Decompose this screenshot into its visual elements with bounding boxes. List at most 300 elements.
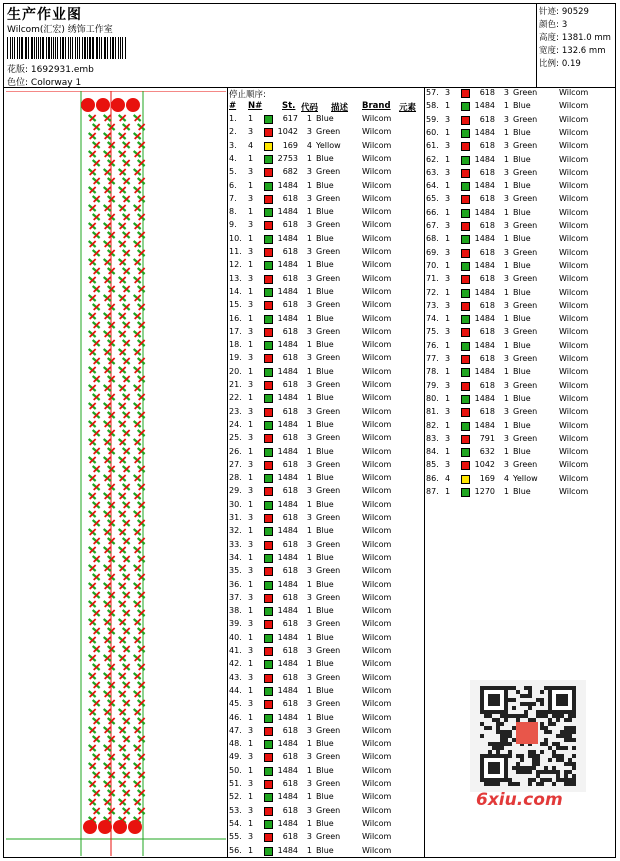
color-swatch xyxy=(461,302,470,311)
color-description: Green xyxy=(316,127,341,137)
qr-module xyxy=(572,714,576,718)
color-swatch xyxy=(461,169,470,178)
stop-number: 68. xyxy=(426,234,439,244)
thread-brand: Wilcom xyxy=(362,433,392,443)
needle-number: 4 xyxy=(248,140,254,150)
color-description: Green xyxy=(513,194,538,204)
color-swatch xyxy=(461,275,470,284)
qr-module xyxy=(552,754,556,758)
color-description: Blue xyxy=(316,313,334,323)
color-swatch xyxy=(264,847,273,856)
stop-number: 5. xyxy=(229,167,237,177)
stitch-pattern xyxy=(81,98,145,834)
stitch-count: 1484 xyxy=(277,180,298,190)
color-description: Blue xyxy=(513,487,531,496)
color-description: Green xyxy=(513,274,538,284)
qr-module xyxy=(528,778,532,782)
stop-number: 41. xyxy=(229,646,242,655)
stop-number: 50. xyxy=(229,765,242,775)
qr-module xyxy=(528,690,532,694)
stitch-count: 618 xyxy=(282,247,298,256)
stitch-count: 1484 xyxy=(277,632,298,642)
qr-module xyxy=(520,714,524,718)
qr-module xyxy=(512,738,516,742)
needle-number: 1 xyxy=(248,286,254,296)
stop-number: 49. xyxy=(229,752,242,762)
stitch-count: 618 xyxy=(282,380,298,389)
color-swatch xyxy=(264,607,273,616)
needle-number: 3 xyxy=(248,539,254,549)
table-caption: 停止顺序: xyxy=(229,90,266,100)
thread-brand: Wilcom xyxy=(559,473,589,483)
qr-module xyxy=(516,782,520,786)
needle-number: 1 xyxy=(445,447,451,457)
qr-module xyxy=(488,742,492,746)
motif-circle xyxy=(128,820,142,834)
stop-number: 20. xyxy=(229,366,242,376)
needle-number: 1 xyxy=(248,233,254,243)
motif-circle xyxy=(126,98,140,112)
needle-number: 1 xyxy=(248,739,254,749)
stitch-count: 618 xyxy=(282,779,298,788)
qr-module xyxy=(512,706,516,710)
barcode-bar xyxy=(14,37,15,59)
thread-brand: Wilcom xyxy=(362,114,392,123)
needle-number: 1 xyxy=(248,153,254,163)
color-description: Blue xyxy=(316,473,334,483)
qr-module xyxy=(508,686,512,690)
stitch-count: 618 xyxy=(282,646,298,655)
color-swatch xyxy=(264,381,273,390)
needle-number: 1 xyxy=(248,632,254,642)
color-description: Blue xyxy=(513,260,531,270)
stop-number: 56. xyxy=(229,845,242,855)
needle-number: 3 xyxy=(248,725,254,735)
qr-module xyxy=(504,730,508,734)
qr-module xyxy=(496,730,500,734)
color-swatch xyxy=(264,315,273,324)
color-description: Blue xyxy=(316,233,334,243)
color-description: Blue xyxy=(316,606,334,616)
barcode-bar xyxy=(115,37,116,59)
qr-module xyxy=(520,694,524,698)
color-code: 1 xyxy=(306,579,312,589)
color-description: Blue xyxy=(316,393,334,403)
stitch-count: 1484 xyxy=(277,313,298,323)
color-description: Blue xyxy=(513,154,531,164)
thread-brand: Wilcom xyxy=(362,659,392,669)
stop-number: 35. xyxy=(229,566,242,576)
barcode-bar xyxy=(92,37,93,59)
color-description: Green xyxy=(513,407,538,417)
color-swatch xyxy=(264,820,273,829)
color-description: Blue xyxy=(513,367,531,377)
color-code: 1 xyxy=(306,739,312,749)
color-swatch xyxy=(264,474,273,483)
qr-module xyxy=(496,742,500,746)
color-description: Blue xyxy=(316,526,334,536)
qr-module xyxy=(516,718,520,722)
color-swatch xyxy=(264,142,273,151)
stitch-count: 617 xyxy=(282,114,298,123)
color-description: Blue xyxy=(316,579,334,589)
qr-module xyxy=(552,766,556,770)
color-description: Green xyxy=(316,699,341,709)
thread-brand: Wilcom xyxy=(362,672,392,682)
thread-brand: Wilcom xyxy=(559,141,589,151)
qr-module xyxy=(552,782,556,786)
qr-module xyxy=(528,766,532,770)
barcode-bar xyxy=(72,37,73,59)
color-code: 3 xyxy=(503,247,509,257)
barcode-bar xyxy=(118,37,119,59)
color-description: Green xyxy=(316,619,341,629)
qr-module xyxy=(540,726,544,730)
thread-brand: Wilcom xyxy=(559,433,589,443)
needle-number: 3 xyxy=(445,247,451,257)
stitch-count: 169 xyxy=(479,473,495,483)
needle-number: 3 xyxy=(248,566,254,576)
thread-brand: Wilcom xyxy=(362,685,392,695)
stop-number: 17. xyxy=(229,326,242,336)
stitch-count: 618 xyxy=(282,513,298,522)
color-description: Blue xyxy=(513,314,531,324)
barcode-bar xyxy=(38,37,39,59)
color-swatch xyxy=(461,448,470,457)
stop-number: 15. xyxy=(229,300,242,310)
thread-brand: Wilcom xyxy=(559,221,589,230)
qr-module xyxy=(524,770,528,774)
color-code: 3 xyxy=(306,805,312,815)
qr-module xyxy=(540,722,544,726)
barcode-bar xyxy=(60,37,61,59)
stop-number: 45. xyxy=(229,699,242,709)
stop-number: 29. xyxy=(229,486,242,496)
stop-number: 86. xyxy=(426,473,439,483)
color-description: Green xyxy=(316,566,341,576)
needle-number: 1 xyxy=(445,181,451,191)
qr-module xyxy=(508,742,512,746)
color-swatch xyxy=(264,753,273,762)
motif-circle xyxy=(83,820,97,834)
barcode-bar xyxy=(28,37,29,59)
qr-module xyxy=(540,782,544,786)
color-description: Green xyxy=(513,380,538,390)
color-description: Blue xyxy=(316,552,334,562)
color-description: Blue xyxy=(513,234,531,244)
stop-number: 53. xyxy=(229,805,242,815)
color-description: Green xyxy=(316,459,341,469)
stitch-count: 1270 xyxy=(474,487,495,496)
stop-number: 8. xyxy=(229,207,237,217)
thread-brand: Wilcom xyxy=(362,180,392,190)
needle-number: 1 xyxy=(248,313,254,323)
barcode-bar xyxy=(75,37,76,59)
color-code: 1 xyxy=(503,207,509,217)
table-column-divider xyxy=(424,87,425,858)
qr-module xyxy=(560,778,564,782)
column-header-brand: Brand xyxy=(362,101,391,111)
needle-number: 1 xyxy=(248,340,254,350)
color-code: 1 xyxy=(306,632,312,642)
color-swatch xyxy=(461,435,470,444)
color-code: 1 xyxy=(306,792,312,802)
color-code: 3 xyxy=(306,300,312,310)
qr-module xyxy=(556,742,560,746)
qr-module xyxy=(560,734,564,738)
needle-number: 1 xyxy=(248,685,254,695)
stitch-count: 1484 xyxy=(474,234,495,244)
stop-number: 57. xyxy=(426,88,439,97)
needle-number: 1 xyxy=(248,114,254,123)
qr-module xyxy=(544,778,548,782)
stitch-count: 682 xyxy=(282,167,298,177)
color-description: Blue xyxy=(316,366,334,376)
qr-module xyxy=(568,714,572,718)
color-code: 1 xyxy=(503,314,509,324)
stat-value: 90529 xyxy=(561,7,589,17)
stitch-count: 618 xyxy=(282,433,298,443)
color-code: 3 xyxy=(306,247,312,256)
color-swatch xyxy=(461,368,470,377)
thread-brand: Wilcom xyxy=(559,154,589,164)
qr-module xyxy=(504,734,508,738)
color-description: Green xyxy=(316,193,341,203)
stitch-count: 618 xyxy=(282,193,298,203)
qr-module xyxy=(488,782,492,786)
needle-number: 3 xyxy=(445,407,451,417)
color-description: Green xyxy=(316,805,341,815)
qr-module xyxy=(556,754,560,758)
stitch-count: 618 xyxy=(282,539,298,549)
thread-brand: Wilcom xyxy=(559,314,589,324)
qr-finder xyxy=(488,762,500,774)
color-description: Blue xyxy=(513,420,531,430)
color-code: 1 xyxy=(503,420,509,430)
color-description: Green xyxy=(513,141,538,151)
barcode-bar xyxy=(93,37,94,59)
barcode-bar xyxy=(26,37,27,59)
color-swatch xyxy=(264,368,273,377)
stop-number: 9. xyxy=(229,220,237,230)
qr-module xyxy=(568,718,572,722)
qr-module xyxy=(548,758,552,762)
thread-brand: Wilcom xyxy=(362,539,392,549)
color-swatch xyxy=(264,527,273,536)
barcode-bar xyxy=(77,37,78,59)
color-description: Green xyxy=(316,326,341,336)
stop-number: 66. xyxy=(426,207,439,217)
stitch-count: 1484 xyxy=(277,207,298,217)
stop-number: 7. xyxy=(229,193,237,203)
thread-brand: Wilcom xyxy=(362,340,392,350)
color-description: Blue xyxy=(513,127,531,137)
thread-brand: Wilcom xyxy=(559,234,589,244)
stitch-count: 618 xyxy=(479,300,495,310)
barcode-bar xyxy=(31,37,32,59)
color-description: Blue xyxy=(316,153,334,163)
qr-module xyxy=(496,750,500,754)
stitch-count: 1484 xyxy=(277,659,298,669)
qr-module xyxy=(544,730,548,734)
thread-brand: Wilcom xyxy=(362,406,392,416)
stat-label: 比例: xyxy=(539,59,559,69)
color-code: 1 xyxy=(306,712,312,722)
color-description: Green xyxy=(513,300,538,310)
stop-number: 46. xyxy=(229,712,242,722)
stitch-count: 1484 xyxy=(277,685,298,695)
qr-module xyxy=(520,702,524,706)
column-header-needle: N# xyxy=(248,101,263,111)
color-swatch xyxy=(264,541,273,550)
stitch-count: 618 xyxy=(282,672,298,682)
thread-brand: Wilcom xyxy=(362,739,392,749)
color-swatch xyxy=(461,422,470,431)
stat-label: 颜色: xyxy=(539,20,559,30)
needle-number: 3 xyxy=(248,832,254,842)
color-description: Blue xyxy=(316,340,334,350)
thread-brand: Wilcom xyxy=(559,447,589,457)
color-description: Blue xyxy=(513,447,531,457)
needle-number: 3 xyxy=(248,300,254,310)
thread-brand: Wilcom xyxy=(362,193,392,203)
color-code: 1 xyxy=(306,552,312,562)
stitch-count: 618 xyxy=(282,326,298,336)
color-description: Blue xyxy=(316,739,334,749)
color-swatch xyxy=(461,315,470,324)
color-code: 4 xyxy=(503,473,509,483)
qr-module xyxy=(548,770,552,774)
color-swatch xyxy=(461,156,470,165)
column-header-element: 元素 xyxy=(399,103,417,113)
needle-number: 3 xyxy=(248,619,254,629)
color-code: 1 xyxy=(503,127,509,137)
color-code: 1 xyxy=(503,287,509,297)
needle-number: 3 xyxy=(248,513,254,522)
qr-module xyxy=(564,778,568,782)
column-header-desc: 描述 xyxy=(331,103,349,113)
page-title: 生产作业图 xyxy=(7,7,82,23)
color-code: 3 xyxy=(306,539,312,549)
qr-module xyxy=(484,714,488,718)
qr-module xyxy=(568,730,572,734)
thread-brand: Wilcom xyxy=(559,380,589,390)
stitch-count: 618 xyxy=(479,247,495,257)
needle-number: 3 xyxy=(445,380,451,390)
thread-brand: Wilcom xyxy=(559,354,589,363)
stop-number: 70. xyxy=(426,260,439,270)
needle-number: 1 xyxy=(248,366,254,376)
color-description: Green xyxy=(316,273,341,283)
color-swatch xyxy=(264,408,273,417)
stop-number: 37. xyxy=(229,592,242,602)
color-swatch xyxy=(461,102,470,111)
color-description: Blue xyxy=(316,765,334,775)
stitch-count: 1484 xyxy=(277,473,298,483)
thread-brand: Wilcom xyxy=(362,752,392,762)
color-description: Blue xyxy=(513,393,531,403)
qr-module xyxy=(524,702,528,706)
thread-brand: Wilcom xyxy=(362,127,392,137)
stitch-count: 618 xyxy=(282,619,298,629)
stop-number: 27. xyxy=(229,459,242,469)
thread-brand: Wilcom xyxy=(362,366,392,376)
barcode-bar xyxy=(82,37,83,59)
needle-number: 3 xyxy=(445,274,451,284)
column-header-num: # xyxy=(229,101,237,111)
color-code: 1 xyxy=(306,499,312,509)
stop-number: 33. xyxy=(229,539,242,549)
needle-number: 3 xyxy=(248,193,254,203)
color-swatch xyxy=(264,714,273,723)
needle-number: 3 xyxy=(248,406,254,416)
color-swatch xyxy=(461,182,470,191)
qr-module xyxy=(560,730,564,734)
thread-brand: Wilcom xyxy=(362,260,392,270)
qr-module xyxy=(568,762,572,766)
needle-number: 1 xyxy=(248,526,254,536)
thread-brand: Wilcom xyxy=(559,300,589,310)
stop-number: 74. xyxy=(426,314,439,324)
stitch-count: 1484 xyxy=(474,314,495,324)
color-code: 3 xyxy=(503,167,509,177)
qr-module xyxy=(548,746,552,750)
thread-brand: Wilcom xyxy=(559,260,589,270)
needle-number: 3 xyxy=(445,460,451,470)
barcode-bar xyxy=(65,37,66,59)
stitch-count: 618 xyxy=(282,752,298,762)
stitch-count: 1484 xyxy=(277,340,298,350)
color-code: 1 xyxy=(503,260,509,270)
color-code: 1 xyxy=(503,393,509,403)
stitch-count: 618 xyxy=(479,274,495,284)
color-description: Green xyxy=(513,247,538,257)
stitch-count: 1484 xyxy=(277,739,298,749)
stitch-count: 618 xyxy=(479,407,495,417)
color-swatch xyxy=(461,461,470,470)
qr-module xyxy=(516,690,520,694)
thread-brand: Wilcom xyxy=(362,326,392,336)
motif-circle xyxy=(111,98,125,112)
qr-module xyxy=(536,754,540,758)
qr-module xyxy=(520,766,524,770)
needle-number: 4 xyxy=(445,473,451,483)
color-swatch xyxy=(461,222,470,231)
color-code: 3 xyxy=(503,300,509,310)
barcode-bar xyxy=(25,37,26,59)
color-swatch xyxy=(264,700,273,709)
stop-number: 1. xyxy=(229,114,237,123)
qr-module xyxy=(528,702,532,706)
stat-row xyxy=(539,5,589,17)
stop-number: 39. xyxy=(229,619,242,629)
qr-module xyxy=(524,714,528,718)
color-swatch xyxy=(264,421,273,430)
color-code: 1 xyxy=(503,101,509,111)
stitch-count: 1484 xyxy=(474,127,495,137)
qr-module xyxy=(572,778,576,782)
qr-module xyxy=(560,746,564,750)
qr-module xyxy=(552,714,556,718)
barcode-bar xyxy=(105,37,106,59)
thread-brand: Wilcom xyxy=(362,419,392,429)
qr-module xyxy=(548,730,552,734)
qr-module xyxy=(496,726,500,730)
qr-module xyxy=(512,782,516,786)
thread-brand: Wilcom xyxy=(559,101,589,111)
stitch-count: 1484 xyxy=(474,420,495,430)
color-description: Blue xyxy=(316,260,334,270)
